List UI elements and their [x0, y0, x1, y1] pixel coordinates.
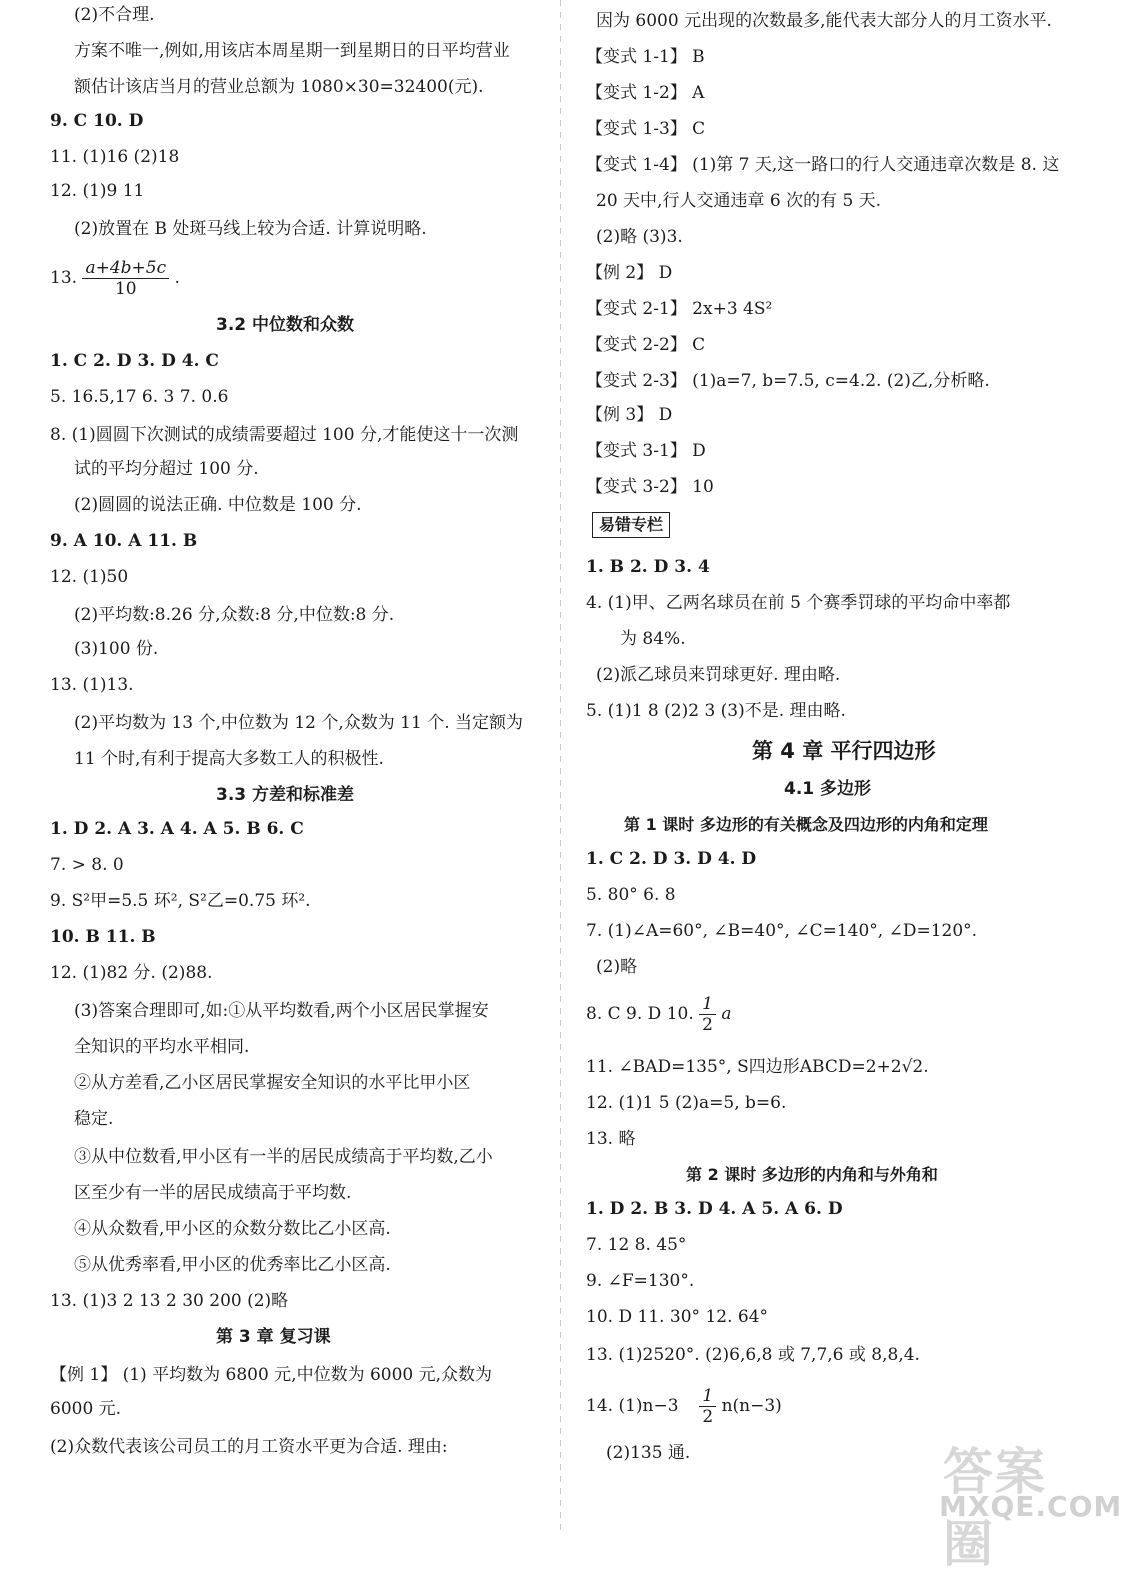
- answer-line: (2)放置在 B 处斑马线上较为合适. 计算说明略.: [74, 219, 427, 239]
- answer-line-fraction: [586, 992, 732, 1036]
- answer-line: 10. D 11. 30° 12. 64°: [586, 1307, 769, 1327]
- lesson-heading: 第 1 课时 多边形的有关概念及四边形的内角和定理: [624, 815, 988, 834]
- watermark-logo: [919, 1418, 1122, 1573]
- answer-line: 7. (1)∠A=60°, ∠B=40°, ∠C=140°, ∠D=120°.: [586, 921, 978, 941]
- answer-line: 【变式 1-2】 A: [586, 83, 705, 103]
- fraction: [699, 1386, 716, 1427]
- answer-line: 10. B 11. B: [50, 927, 156, 947]
- answer-line: ②从方差看,乙小区居民掌握安全知识的水平比甲小区: [74, 1073, 471, 1093]
- answer-line: 5. (1)1 8 (2)2 3 (3)不是. 理由略.: [586, 701, 846, 721]
- expression: n(n−3): [721, 1396, 782, 1416]
- column-divider: [560, 0, 561, 1536]
- answer-line: 5. 80° 6. 8: [586, 885, 676, 905]
- answer-line: 1. B 2. D 3. 4: [586, 557, 710, 577]
- answer-line: 【变式 3-2】 10: [586, 477, 714, 497]
- answer-line: ④从众数看,甲小区的众数分数比乙小区高.: [74, 1219, 391, 1239]
- answer-line: 【例 2】 D: [586, 263, 673, 283]
- answer-line: 1. D 2. A 3. A 4. A 5. B 6. C: [50, 819, 304, 839]
- answer-line: 4. (1)甲、乙两名球员在前 5 个赛季罚球的平均命中率都: [586, 593, 1011, 613]
- answer-line: 全知识的平均水平相同.: [74, 1037, 250, 1057]
- answer-line: 13. (1)3 2 13 2 30 200 (2)略: [50, 1291, 289, 1311]
- fraction: [82, 258, 169, 299]
- answer-line: 7. > 8. 0: [50, 855, 124, 875]
- answer-line: (3)答案合理即可,如:①从平均数看,两个小区居民掌握安: [74, 1001, 489, 1021]
- answer-line: 13. (1)2520°. (2)6,6,8 或 7,7,6 或 8,8,4.: [586, 1345, 920, 1365]
- section-heading: 3.2 中位数和众数: [216, 315, 355, 335]
- answer-line: 6000 元.: [50, 1399, 122, 1419]
- lesson-heading: 第 2 课时 多边形的内角和与外角和: [686, 1165, 938, 1184]
- fraction-denominator: 2: [702, 1407, 714, 1427]
- answer-line: 1. D 2. B 3. D 4. A 5. A 6. D: [586, 1199, 843, 1219]
- answer-line: (3)100 份.: [74, 639, 159, 659]
- section-heading: 4.1 多边形: [784, 779, 872, 799]
- answer-line: 11. (1)16 (2)18: [50, 147, 180, 167]
- section-heading: 第 3 章 复习课: [216, 1327, 331, 1347]
- chapter-heading: 第 4 章 平行四边形: [752, 739, 936, 763]
- answer-line: (2)略 (3)3.: [596, 227, 683, 247]
- answer-line: (2)平均数为 13 个,中位数为 12 个,众数为 11 个. 当定额为: [74, 713, 524, 733]
- answer-line: 【变式 1-3】 C: [586, 119, 706, 139]
- fraction-numerator: 1: [699, 1386, 716, 1407]
- answer-line: 9. A 10. A 11. B: [50, 531, 198, 551]
- answer-line: (2)不合理.: [74, 5, 155, 25]
- answer-line: 12. (1)9 11: [50, 181, 145, 201]
- answer-line: 11. ∠BAD=135°, S四边形ABCD=2+2√2.: [586, 1057, 929, 1077]
- error-prone-box: 易错专栏: [592, 512, 670, 538]
- item-numbers: 8. C 9. D 10.: [586, 1004, 694, 1024]
- item-text: 14. (1)n−3: [586, 1396, 679, 1416]
- answer-line: (2)派乙球员来罚球更好. 理由略.: [596, 665, 841, 685]
- answer-line: 20 天中,行人交通违章 6 次的有 5 天.: [596, 191, 882, 211]
- answer-line: 稳定.: [74, 1109, 114, 1129]
- answer-line: 【例 3】 D: [586, 405, 673, 425]
- answer-line: 7. 12 8. 45°: [586, 1235, 687, 1255]
- answer-line: 12. (1)50: [50, 567, 129, 587]
- answer-line: (2)135 通.: [606, 1443, 691, 1463]
- answer-line: 【变式 2-1】 2x+3 4S²: [586, 299, 773, 319]
- answer-line: ③从中位数看,甲小区有一半的居民成绩高于平均数,乙小: [74, 1147, 493, 1167]
- answer-line-fraction: [586, 1384, 782, 1428]
- answer-line: 11 个时,有利于提高大多数工人的积极性.: [74, 749, 384, 769]
- answer-line: 13. 略: [586, 1129, 636, 1149]
- answer-line: 5. 16.5,17 6. 3 7. 0.6: [50, 387, 229, 407]
- answer-line: 【例 1】 (1) 平均数为 6800 元,中位数为 6000 元,众数为: [50, 1365, 493, 1385]
- answer-line: 8. (1)圆圆下次测试的成绩需要超过 100 分,才能使这十一次测: [50, 425, 519, 445]
- answer-line: 9. ∠F=130°.: [586, 1271, 695, 1291]
- answer-line: (2)众数代表该公司员工的月工资水平更为合适. 理由:: [50, 1437, 448, 1457]
- section-heading: 3.3 方差和标准差: [216, 785, 355, 805]
- answer-line: 【变式 2-3】 (1)a=7, b=7.5, c=4.2. (2)乙,分析略.: [586, 371, 990, 391]
- watermark-url: MXQE.COM: [939, 1490, 1122, 1523]
- answer-line: 【变式 1-4】 (1)第 7 天,这一路口的行人交通违章次数是 8. 这: [586, 155, 1060, 175]
- answer-line: 【变式 2-2】 C: [586, 335, 706, 355]
- answer-line: 【变式 1-1】 B: [586, 47, 705, 67]
- answer-line: (2)略: [596, 957, 638, 977]
- answer-line: 额估计该店当月的营业总额为 1080×30=32400(元).: [74, 77, 484, 97]
- answer-line: 因为 6000 元出现的次数最多,能代表大部分人的月工资水平.: [596, 11, 1052, 31]
- watermark-text: 答案圈: [943, 1443, 1047, 1573]
- fraction-denominator: 10: [114, 279, 137, 299]
- answer-line: 12. (1)1 5 (2)a=5, b=6.: [586, 1093, 787, 1113]
- punctuation: .: [174, 268, 180, 288]
- answer-line: 9. C 10. D: [50, 111, 144, 131]
- item-number: 13.: [50, 268, 78, 288]
- fraction-numerator: 1: [699, 994, 716, 1015]
- answer-line: 【变式 3-1】 D: [586, 441, 706, 461]
- variable: a: [721, 1004, 732, 1024]
- answer-line: 试的平均分超过 100 分.: [74, 459, 259, 479]
- fraction: [699, 994, 716, 1035]
- answer-line: (2)平均数:8.26 分,众数:8 分,中位数:8 分.: [74, 605, 395, 625]
- answer-line: 1. C 2. D 3. D 4. C: [50, 351, 219, 371]
- answer-line: 1. C 2. D 3. D 4. D: [586, 849, 757, 869]
- answer-line: (2)圆圆的说法正确. 中位数是 100 分.: [74, 495, 362, 515]
- answer-line: 13. (1)13.: [50, 675, 134, 695]
- answer-line: 为 84%.: [620, 629, 686, 649]
- answer-line: 区至少有一半的居民成绩高于平均数.: [74, 1183, 352, 1203]
- fraction-denominator: 2: [702, 1015, 713, 1035]
- fraction-numerator: a+4b+5c: [82, 258, 169, 279]
- answer-line-fraction: [50, 256, 180, 300]
- answer-line: 12. (1)82 分. (2)88.: [50, 963, 213, 983]
- answer-line: ⑤从优秀率看,甲小区的优秀率比乙小区高.: [74, 1255, 391, 1275]
- answer-line: 方案不唯一,例如,用该店本周星期一到星期日的日平均营业: [74, 41, 510, 61]
- answer-line: 9. S²甲=5.5 环², S²乙=0.75 环².: [50, 891, 311, 911]
